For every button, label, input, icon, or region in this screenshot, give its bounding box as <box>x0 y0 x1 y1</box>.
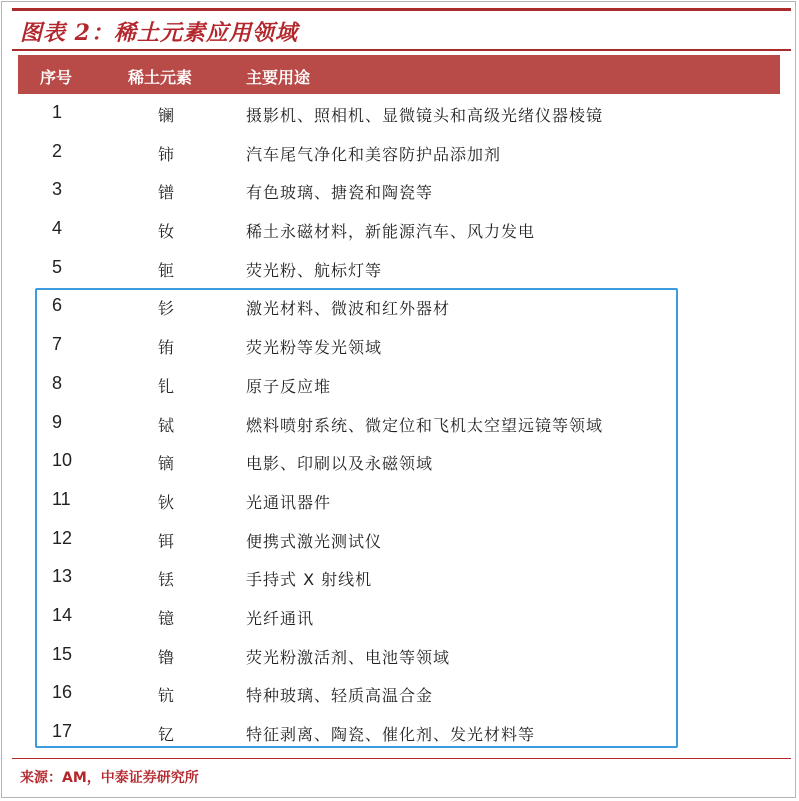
row-use: 电影、印刷以及永磁领域 <box>246 454 434 474</box>
table-row <box>18 171 780 210</box>
row-use: 原子反应堆 <box>246 376 332 396</box>
row-use: 稀土永磁材料，新能源汽车、风力发电 <box>246 222 536 242</box>
row-use: 光通讯器件 <box>246 492 332 512</box>
table-header <box>18 55 780 94</box>
row-use: 摄影机、照相机、显微镜头和高级光绪仪器棱镜 <box>246 106 604 125</box>
row-use: 特征剥离、陶瓷、催化剂、发光材料等 <box>246 725 536 744</box>
row-element: 镨 <box>158 183 175 203</box>
row-no: 9 <box>52 411 63 432</box>
row-element: 铽 <box>158 415 175 435</box>
row-element: 钷 <box>158 260 175 280</box>
row-no: 14 <box>52 604 73 625</box>
row-no: 7 <box>52 334 63 355</box>
row-element: 铥 <box>158 570 175 590</box>
row-no: 4 <box>52 218 63 239</box>
row-element: 镱 <box>158 608 175 628</box>
row-no: 12 <box>52 527 73 548</box>
highlight-box <box>35 288 678 748</box>
row-element: 钆 <box>158 376 175 396</box>
row-element: 镧 <box>158 106 175 125</box>
row-no: 1 <box>52 102 63 122</box>
row-element: 铈 <box>158 144 175 164</box>
row-use: 汽车尾气净化和美容防护品添加剂 <box>246 144 502 164</box>
row-element: 铒 <box>158 531 175 551</box>
header-no: 序号 <box>40 68 73 87</box>
row-element: 镥 <box>158 647 175 667</box>
row-element: 钬 <box>158 492 175 512</box>
row-no: 11 <box>52 488 71 509</box>
figure-title: 图表 2：稀土元素应用领域 <box>20 20 298 46</box>
row-use: 荧光粉、航标灯等 <box>246 260 383 280</box>
table-row <box>18 249 780 288</box>
row-element: 钕 <box>158 222 175 242</box>
row-no: 15 <box>52 643 73 664</box>
title-rule <box>12 49 791 51</box>
top-rule <box>12 8 791 11</box>
row-no: 16 <box>52 682 73 703</box>
row-element: 镝 <box>158 454 175 474</box>
source-note: 来源：AM，中泰证券研究所 <box>20 770 199 786</box>
row-no: 2 <box>52 140 63 161</box>
row-use: 有色玻璃、搪瓷和陶瓷等 <box>246 183 434 203</box>
row-use: 光纤通讯 <box>246 608 315 628</box>
row-no: 10 <box>52 450 73 471</box>
header-use: 主要用途 <box>246 68 311 87</box>
row-element: 钇 <box>158 725 175 744</box>
row-element: 钪 <box>158 686 175 706</box>
table-row <box>18 133 780 172</box>
row-no: 8 <box>52 372 63 393</box>
row-use: 便携式激光测试仪 <box>246 531 383 551</box>
row-use: 特种玻璃、轻质高温合金 <box>246 686 434 706</box>
row-use: 荧光粉激活剂、电池等领域 <box>246 647 451 667</box>
row-use: 荧光粉等发光领域 <box>246 338 383 358</box>
header-element: 稀土元素 <box>128 68 193 87</box>
row-use: 燃料喷射系统、微定位和飞机太空望远镜等领域 <box>246 415 604 435</box>
row-use: 激光材料、微波和红外器材 <box>246 299 451 319</box>
row-no: 6 <box>52 295 63 316</box>
table-row <box>18 210 780 249</box>
row-element: 铕 <box>158 338 175 358</box>
row-no: 5 <box>52 256 63 277</box>
table-row <box>18 94 780 133</box>
row-no: 17 <box>52 721 73 741</box>
row-no: 3 <box>52 179 63 200</box>
row-element: 钐 <box>158 299 175 319</box>
row-use: 手持式 X 射线机 <box>246 570 373 590</box>
row-no: 13 <box>52 566 73 587</box>
bottom-rule <box>12 758 791 759</box>
